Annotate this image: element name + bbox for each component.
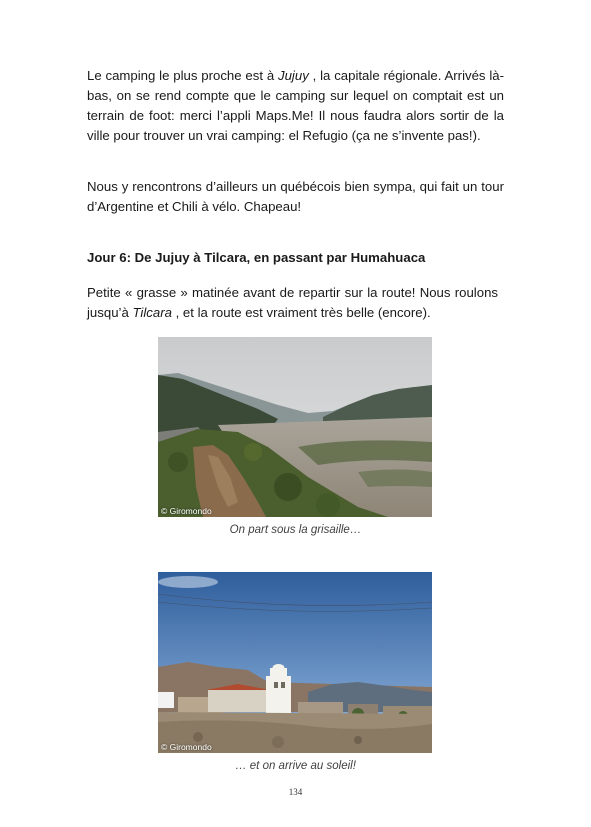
paragraph-jujuy-camping <box>87 66 504 146</box>
photo-credit: © Giromondo <box>161 742 212 752</box>
photo-credit: © Giromondo <box>161 506 212 516</box>
photo-caption: On part sous la grisaille… <box>229 524 362 536</box>
place-name-tilcara: Tilcara <box>132 305 172 320</box>
place-name-jujuy: Jujuy <box>278 68 309 83</box>
paragraph-quebecois: Nous y rencontrons d’ailleurs un québécois bien sympa, qui fait un tour d’Argentine et Chili à vélo. Chapeau! <box>87 179 504 214</box>
photo-cloudy-valley <box>158 337 432 517</box>
paragraph-tilcara-route <box>87 283 498 323</box>
photo-sunny-village <box>158 572 432 753</box>
photo-caption: … et on arrive au soleil! <box>235 760 356 772</box>
page-number: 134 <box>288 787 303 797</box>
paragraph-text: , et la route est vraiment très belle (encore). <box>171 305 431 320</box>
valley-landscape-image <box>158 337 432 517</box>
village-church-image <box>158 572 432 753</box>
paragraph-text: , la capitale régionale. Arrivés là-bas, on se rend compte que le camping sur lequel on comptait est un terrain de foot: merci l’appli Maps.Me! Il nous faudra alors sortir de la ville pour trouver un vrai camping: el Refugio (ça ne s’invente pas!). <box>87 68 505 143</box>
paragraph-text: Petite « grasse » matinée avant de repartir sur la route! Nous roulons jusqu’à <box>87 285 498 320</box>
section-heading-day-6: Jour 6: De Jujuy à Tilcara, en passant par Humahuaca <box>87 250 426 265</box>
paragraph-text: Le camping le plus proche est à <box>87 68 278 83</box>
